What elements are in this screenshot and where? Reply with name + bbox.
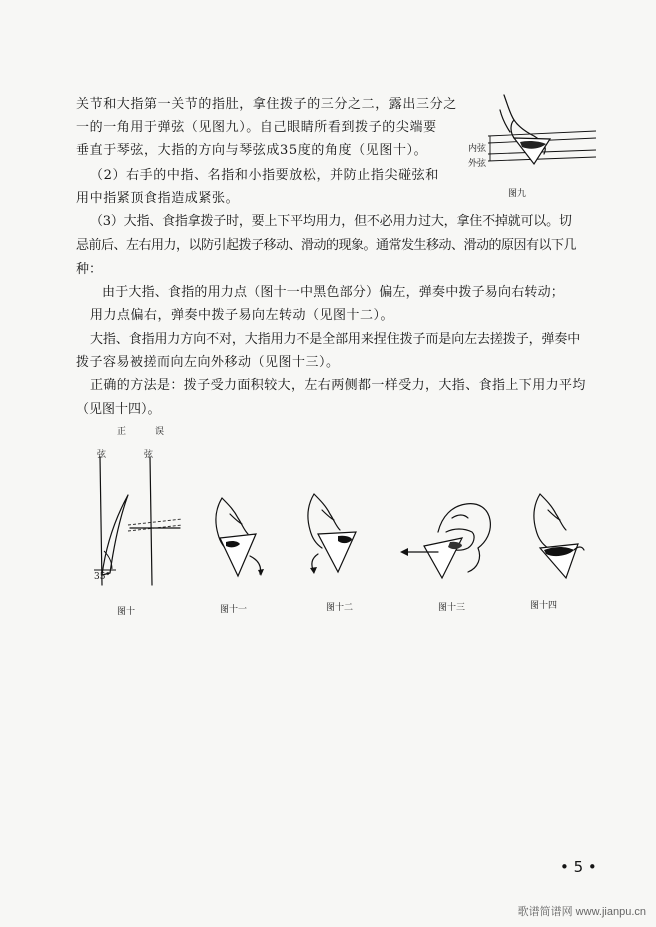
text-line-12: 拨子容易被搓而向左向外移动（见图十三）。 — [76, 355, 340, 370]
text-line-2: 一的一角用于弹弦（见图九）。自己眼睛所看到拨子的尖端要 — [76, 120, 437, 135]
site-watermark: 歌谱简谱网 www.jianpu.cn — [517, 906, 646, 918]
text-line-1: 关节和大指第一关节的指肚，拿住拨子的三分之二，露出三分之 — [76, 97, 457, 112]
page-number: • 5 • — [560, 858, 597, 876]
text-line-10: 用力点偏右，弹奏中拨子易向左转动（见图十二）。 — [90, 308, 395, 323]
fig12-caption: 图十二 — [326, 603, 354, 613]
fig10-string-right-label: 弦 — [144, 450, 154, 460]
fig10-string-left-label: 弦 — [97, 450, 107, 460]
text-line-9: 由于大指、食指的用力点（图十一中黑色部分）偏左，弹奏中拨子易向右转动； — [102, 285, 565, 300]
text-line-7: 忌前后、左右用力，以防引起拨子移动、滑动的现象。通常发生移动、滑动的原因有以下几 — [76, 238, 577, 253]
figure-9-drawing — [470, 92, 600, 182]
fig9-outer-string-label: 外弦 — [468, 159, 487, 169]
fig10-angle-label: 35° — [94, 572, 110, 582]
fig14-caption: 图十四 — [530, 601, 558, 611]
text-line-13: 正确的方法是：拨子受力面积较大，左右两侧都一样受力，大指、食指上下用力平均 — [90, 378, 586, 393]
text-line-8: 种： — [76, 262, 103, 277]
figure-13-drawing — [398, 492, 508, 582]
figure-14-drawing — [526, 490, 596, 582]
fig10-wrong-label: 误 — [155, 427, 165, 437]
figure-12-drawing — [300, 490, 370, 580]
text-line-3: 垂直于琴弦，大指的方向与琴弦成35度的角度（见图十）。 — [76, 143, 428, 158]
text-line-14: （见图十四）。 — [76, 402, 161, 417]
fig13-caption: 图十三 — [438, 603, 466, 613]
fig9-caption: 图九 — [508, 189, 527, 199]
text-line-6: （3）大指、食指拿拨子时，要上下平均用力，但不必用力过大，拿住不掉就可以。切 — [90, 214, 572, 229]
text-line-11: 大指、食指用力方向不对，大指用力不是全部用来捏住拨子而是向左去搓拨子，弹奏中 — [90, 332, 581, 347]
text-line-5: 用中指紧顶食指造成紧张。 — [76, 191, 240, 206]
figure-11-drawing — [208, 494, 278, 584]
fig9-inner-string-label: 内弦 — [468, 144, 487, 154]
text-line-4: （2）右手的中指、名指和小指要放松，并防止指尖碰弦和 — [90, 168, 439, 183]
fig10-correct-label: 正 — [117, 427, 127, 437]
fig10-caption: 图十 — [117, 607, 136, 617]
fig11-caption: 图十一 — [220, 605, 248, 615]
